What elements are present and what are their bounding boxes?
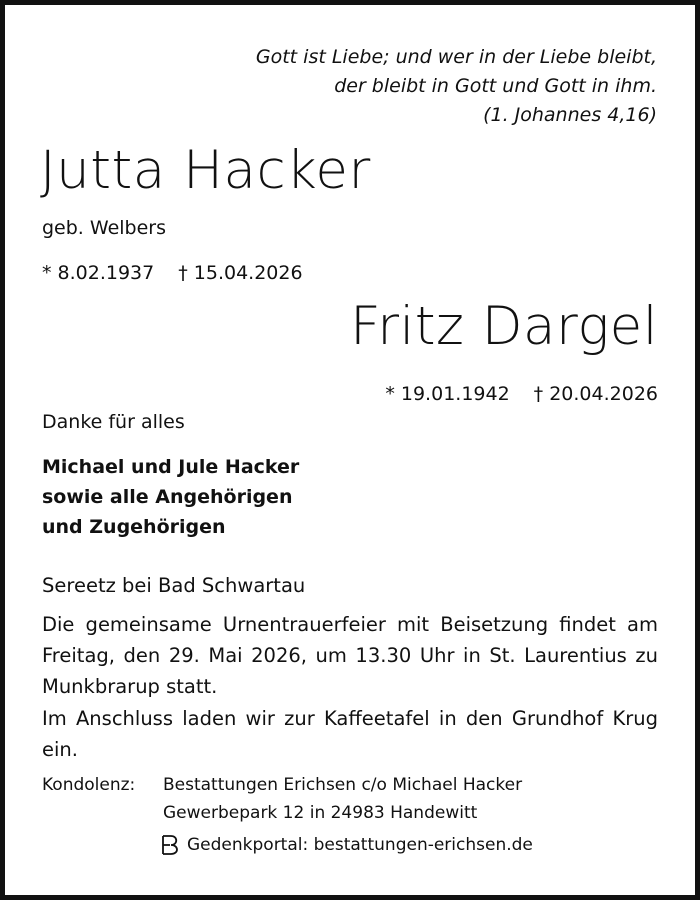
deceased-name-1: Jutta Hacker [40, 140, 371, 201]
bible-verse [256, 43, 657, 130]
condolence-line-1: Bestattungen Erichsen c/o Michael Hacker [163, 775, 523, 795]
mourners-list [42, 452, 299, 542]
life-dates-1 [42, 261, 303, 285]
mourners-line-3: und Zugehörigen [42, 516, 226, 538]
condolence-line-2: Gewerbepark 12 in 24983 Handewitt [163, 803, 478, 823]
death-date-2: † 20.04.2026 [533, 383, 658, 405]
ceremony-text: Die gemeinsame Urnentrauerfeier mit Beisetzung findet am Freitag, den 29. Mai 2026, um 13.30 Uhr in St. Laurentius zu Munkbrarup statt. [42, 613, 658, 698]
verse-line-2: der bleibt in Gott und Gott in ihm. [334, 75, 657, 97]
verse-reference: (1. Johannes 4,16) [483, 104, 657, 126]
condolence-label: Kondolenz: [42, 775, 136, 795]
verse-line-1: Gott ist Liebe; und wer in der Liebe bleibt, [255, 46, 657, 68]
life-dates-2 [385, 382, 658, 406]
reception-text: Im Anschluss laden wir zur Kaffeetafel in den Grundhof Krug ein. [42, 707, 658, 761]
deceased-name-2: Fritz Dargel [350, 296, 658, 357]
thanks-text: Danke für alles [42, 411, 185, 433]
birth-date-2: * 19.01.1942 [385, 383, 510, 405]
erichsen-logo-icon [161, 834, 181, 856]
maiden-name: geb. Welbers [42, 217, 166, 239]
mourners-line-1: Michael und Jule Hacker [42, 456, 300, 478]
place-text: Sereetz bei Bad Schwartau [42, 574, 306, 597]
mourners-line-2: sowie alle Angehörigen [42, 486, 293, 508]
memorial-portal-text: Gedenkportal: bestattungen-erichsen.de [187, 835, 533, 855]
birth-date-1: * 8.02.1937 [42, 262, 155, 284]
memorial-portal [161, 834, 533, 856]
death-date-1: † 15.04.2026 [178, 262, 303, 284]
